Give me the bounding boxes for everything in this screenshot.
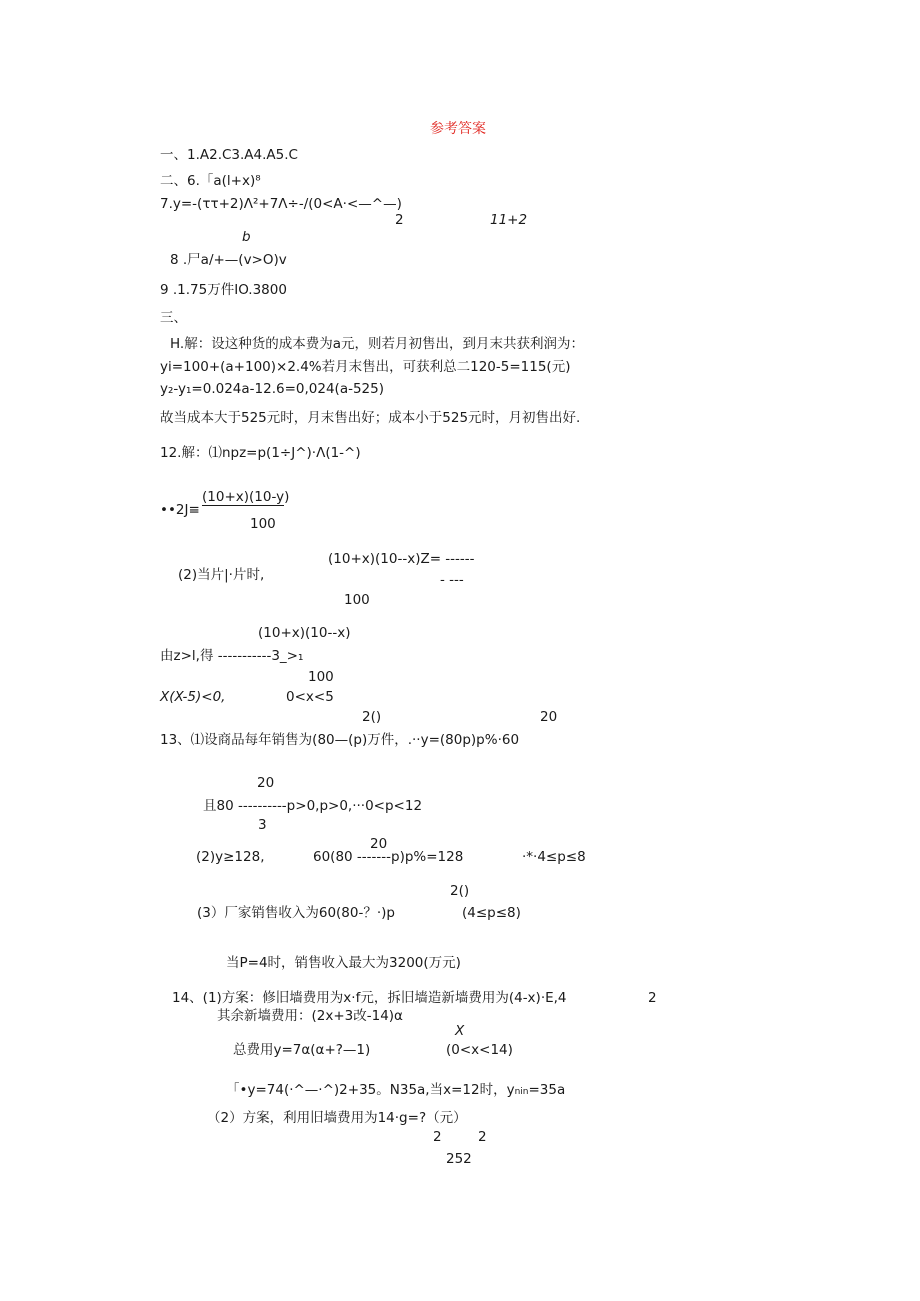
q14-line-2: 其余新墙费用：(2x+3改-14)α <box>217 1008 403 1024</box>
q13-range-2: ·*·4≤p≤8 <box>522 849 586 865</box>
q12-lhs: ••2J≡ <box>160 502 200 518</box>
q14-den-1: 2 <box>433 1129 442 1145</box>
q12-numerator-3: (10+x)(10--x) <box>258 625 351 641</box>
q14-total-cost: 总费用y=7α(α+?—1) <box>233 1042 371 1058</box>
section-3-label: 三、 <box>160 310 187 326</box>
q14-side-2: 2 <box>648 990 657 1006</box>
q13-part-3: (3）厂家销售收入为60(80-？·)p <box>197 905 395 921</box>
q9-answer: 9 .1.75万件IO.3800 <box>160 282 287 298</box>
q7-b: b <box>242 229 251 245</box>
q11-line-3: y₂-y₁=0.024a-12.6=0,024(a-525) <box>160 381 385 397</box>
q13-conclusion: 当P=4时，销售收入最大为3200(万元) <box>226 955 461 971</box>
q12-fraction-bar <box>202 505 284 506</box>
q12-fragment-1: 2() <box>362 709 382 725</box>
q14-minimum-value: =35a <box>528 1082 566 1098</box>
q14-domain: (0<x<14) <box>446 1042 513 1058</box>
q8-answer: 8 .尸a/+—(v>O)v <box>170 252 287 268</box>
q13-part-2: (2)y≥128, <box>196 849 265 865</box>
q13-range-3: (4≤p≤8) <box>462 905 521 921</box>
q14-part-2: （2）方案，利用旧墙费用为14·g=?（元） <box>207 1110 467 1126</box>
q13-20-a: 20 <box>257 775 275 791</box>
q14-x: X <box>455 1023 465 1039</box>
q14-den-2: 2 <box>478 1129 487 1145</box>
q12-numerator-1: (10+x)(10-y) <box>202 489 290 505</box>
answers-section-1: 一、1.A2.C3.A4.A5.C <box>160 147 298 163</box>
q12-fragment-2: 20 <box>540 709 558 725</box>
q14-minimum-subscript: nin <box>514 1087 529 1097</box>
q13-line-2: 且80 ----------p>0,p>0,···0<p<12 <box>203 798 423 814</box>
q12-denominator-2: 100 <box>344 592 370 608</box>
q12-denominator-3: 100 <box>308 669 334 685</box>
q12-line-1: 12.解：⑴npz=p(1÷J^)·Λ(1-^) <box>160 445 361 461</box>
q14-line-1: 14、(1)方案：修旧墙费用为x·f元，拆旧墙造新墙费用为(4-x)·E,4 <box>172 990 567 1006</box>
q12-denominator-1: 100 <box>250 516 276 532</box>
q12-part-2: (2)当片|·片时, <box>178 567 265 583</box>
q7-denominator-2: 11+2 <box>490 212 528 228</box>
q11-conclusion: 故当成本大于525元时，月末售出好；成本小于525元时，月初售出好. <box>160 410 581 426</box>
q14-value-252: 252 <box>446 1151 472 1167</box>
q12-dash-2: - --- <box>440 572 464 588</box>
q7-denominator-1: 2 <box>395 212 404 228</box>
q13-equation: 60(80 -------p)p%=128 <box>313 849 464 865</box>
q13-3: 3 <box>258 817 267 833</box>
q14-minimum <box>226 1082 565 1100</box>
q13-fragment: 2() <box>450 883 470 899</box>
q12-range: 0<x<5 <box>286 689 334 705</box>
q12-inequality: 由z>l,得 -----------3_>₁ <box>160 648 304 664</box>
q14-minimum-text: 「•y=74(·^—·^)2+35。N35a,当x=12时，y <box>226 1082 515 1098</box>
q12-solution: X(X-5)<0, <box>160 689 226 705</box>
answers-section-2: 二、6.「a(l+x)⁸ <box>160 173 261 189</box>
q13-line-1: 13、⑴设商品每年销售为(80—(p)万件，.··y=(80p)p%·60 <box>160 732 520 748</box>
page-title: 参考答案 <box>430 121 486 137</box>
q12-numerator-2: (10+x)(10--x)Z= ------ <box>328 551 475 567</box>
q7-expression: 7.y=-(ττ+2)Λ²+7Λ÷-/(0<A·<—^—) <box>160 196 402 212</box>
q13-20-b: 20 <box>370 836 388 852</box>
q11-line-1: H.解：设这种货的成本费为a元，则若月初售出，到月末共获利润为： <box>170 336 584 352</box>
q11-line-2: yi=100+(a+100)×2.4%若月末售出，可获利总二120-5=115(元) <box>160 359 571 375</box>
